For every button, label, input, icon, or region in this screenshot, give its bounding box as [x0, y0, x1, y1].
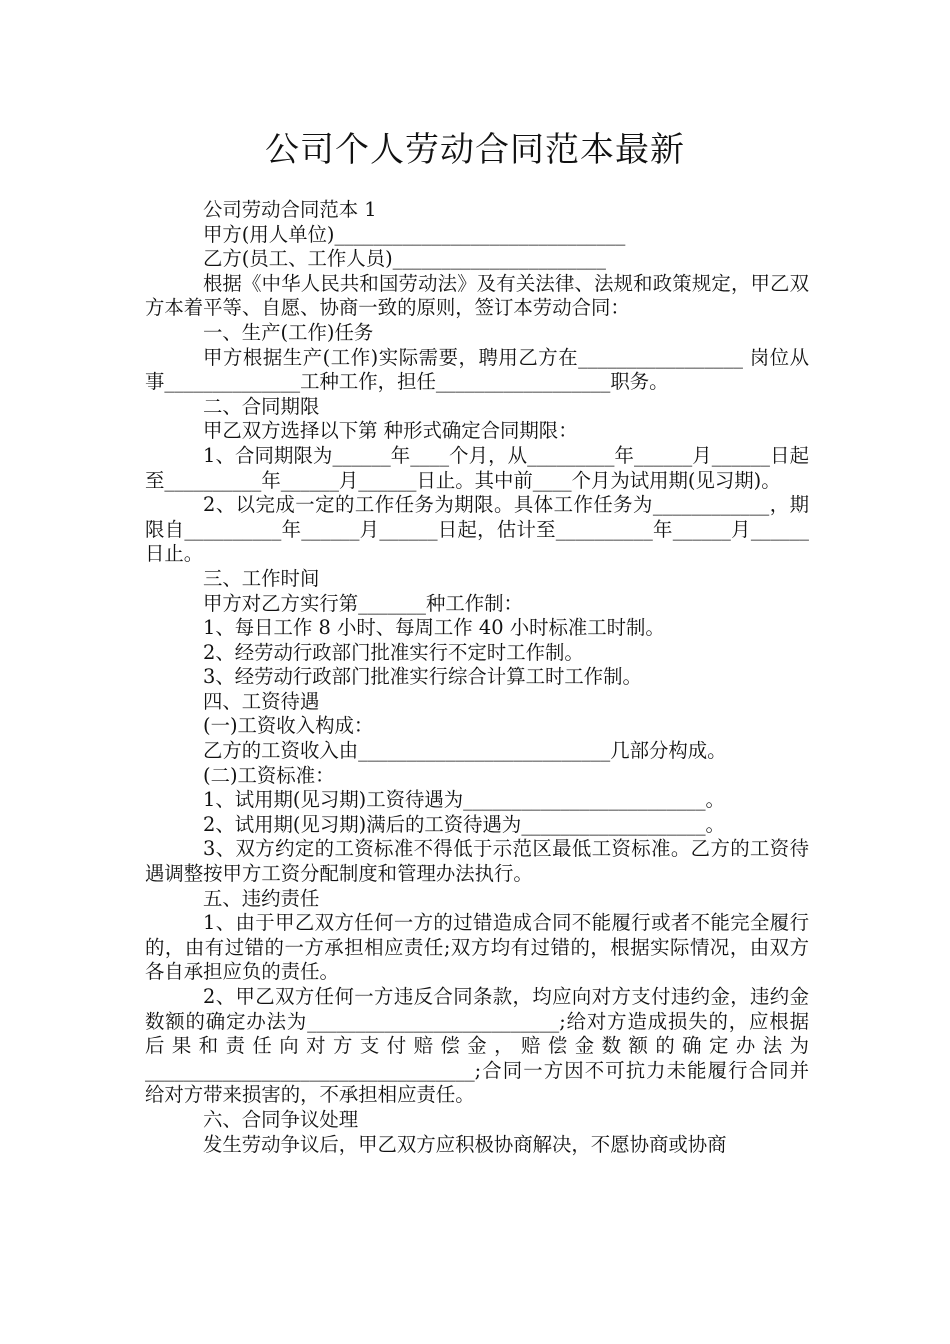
- paragraph: 甲方根据生产(工作)实际需要，聘用乙方在_________________ 岗位从事______________工种工作，担任__________________职务。: [145, 345, 809, 394]
- document-title: 公司个人劳动合同范本最新: [265, 130, 685, 170]
- section-heading: 三、工作时间: [203, 566, 320, 590]
- subsection-heading: (二)工资标准：: [203, 763, 335, 787]
- paragraph: 1、由于甲乙双方任何一方的过错造成合同不能履行或者不能完全履行的，由有过错的一方承担相应责任;双方均有过错的，根据实际情况，由双方各自承担应负的责任。: [145, 911, 809, 984]
- paragraph: 1、试用期(见习期)工资待遇为_________________________。: [203, 788, 725, 812]
- paragraph: 发生劳动争议后，甲乙双方应积极协商解决，不愿协商或协商: [203, 1132, 727, 1156]
- paragraph: 1、每日工作 8 小时、每周工作 40 小时标准工时制。: [203, 616, 665, 640]
- subsection-heading: (一)工资收入构成：: [203, 714, 374, 738]
- paragraph: 乙方的工资收入由__________________________几部分构成。: [203, 739, 727, 763]
- paragraph: 2、试用期(见习期)满后的工资待遇为___________________。: [203, 812, 725, 836]
- document-body: [145, 198, 809, 1157]
- paragraph: 2、经劳动行政部门批准实行不定时工作制。: [203, 640, 584, 664]
- paragraph: 2、甲乙双方任何一方违反合同条款，均应向对方支付违约金，违约金数额的确定办法为__________________________;给对方造成损失的，应根据后果和责任向对方支付赔偿金，赔偿金数额的确定办法为__________________________________;合同一方因不可抗力未能履行合同并给对方带来损害的，不承担相应责任。: [145, 985, 809, 1107]
- paragraph: 甲方对乙方实行第_______种工作制：: [203, 591, 523, 615]
- paragraph-subtitle: 公司劳动合同范本 1: [203, 198, 377, 221]
- paragraph: 1、合同期限为______年____个月，从_________年______月______日起至__________年______月______日止。其中前____个月为试用期(见习期)。: [145, 443, 809, 492]
- section-heading: 一、生产(工作)任务: [203, 320, 374, 344]
- paragraph: 3、双方约定的工资标准不得低于示范区最低工资标准。乙方的工资待遇调整按甲方工资分配制度和管理办法执行。: [145, 837, 809, 886]
- party-a-line: 甲方(用人单位)______________________________: [203, 222, 626, 246]
- paragraph: 甲乙双方选择以下第 种形式确定合同期限：: [203, 419, 578, 443]
- paragraph: 2、以完成一定的工作任务为期限。具体工作任务为____________，期限自__________年______月______日起，估计至__________年______月______日止。: [145, 493, 809, 566]
- paragraph-preamble: 根据《中华人民共和国劳动法》及有关法律、法规和政策规定，甲乙双方本着平等、自愿、协商一致的原则，签订本劳动合同：: [145, 271, 809, 320]
- section-heading: 四、工资待遇: [203, 689, 320, 713]
- section-heading: 五、违约责任: [203, 886, 320, 910]
- party-b-line: 乙方(员工、工作人员)______________________: [203, 247, 606, 271]
- section-heading: 二、合同期限: [203, 394, 320, 418]
- section-heading: 六、合同争议处理: [203, 1107, 359, 1131]
- paragraph: 3、经劳动行政部门批准实行综合计算工时工作制。: [203, 665, 642, 689]
